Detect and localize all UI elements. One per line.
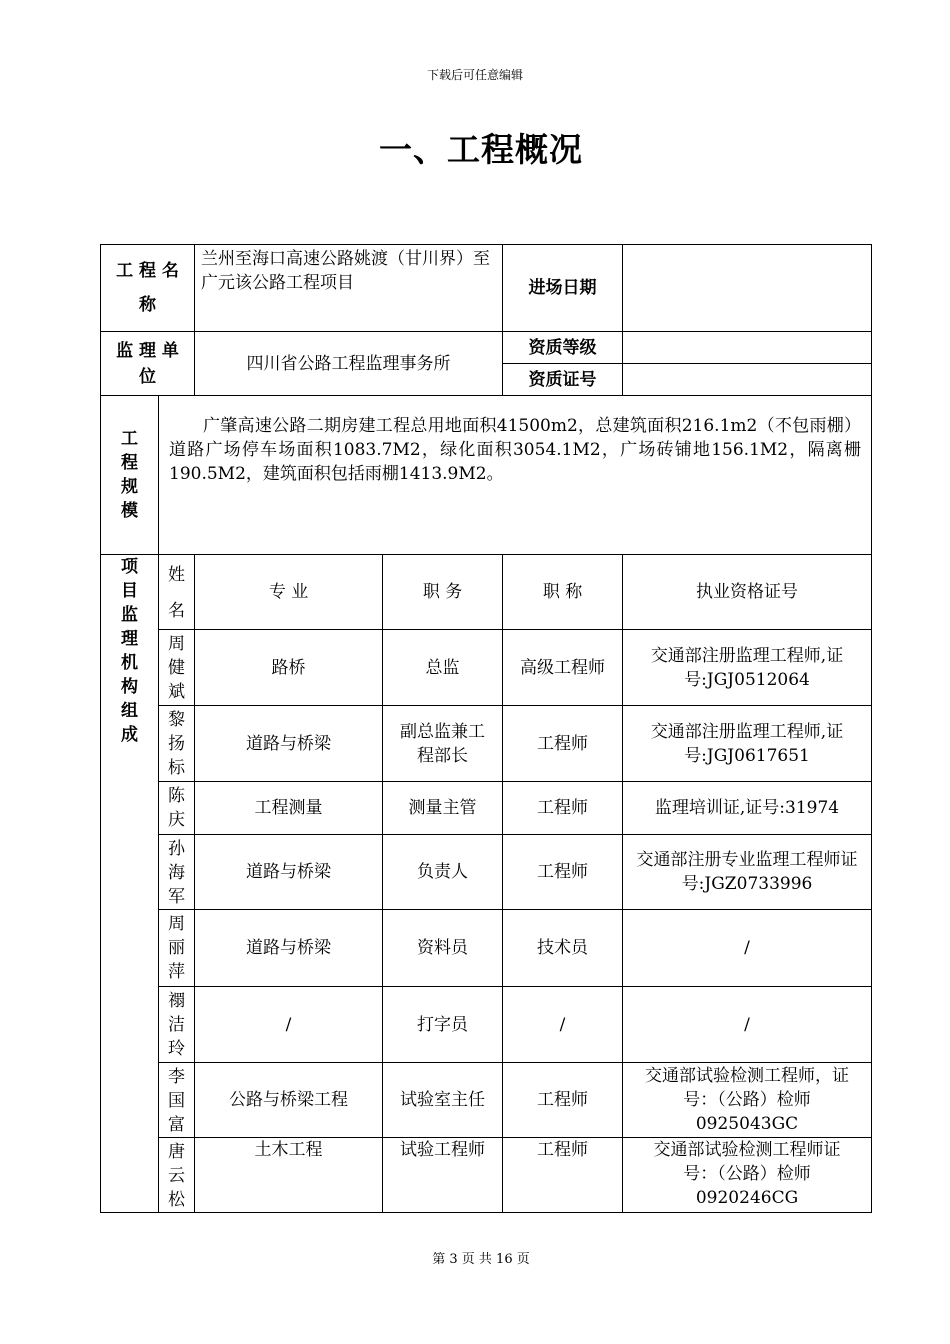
person-post: 试验室主任	[383, 1063, 503, 1138]
person-post: 资料员	[383, 910, 503, 987]
person-title: 工程师	[503, 782, 623, 835]
person-post: 负责人	[383, 835, 503, 910]
person-major: 工程测量	[195, 782, 383, 835]
person-cert: 监理培训证,证号:31974	[623, 782, 872, 835]
person-major: 土木工程	[195, 1138, 383, 1213]
table-row	[101, 835, 872, 910]
entry-date-label: 进场日期	[503, 245, 623, 332]
table-row	[101, 910, 872, 987]
table-row	[101, 987, 872, 1063]
person-post: 试验工程师	[383, 1138, 503, 1213]
org-label: 项目监理机构组成	[101, 555, 159, 1213]
person-post: 测量主管	[383, 782, 503, 835]
person-name: 陈庆	[159, 782, 195, 835]
person-name: 李国富	[159, 1063, 195, 1138]
scale-label: 工程规模	[101, 396, 159, 555]
person-cert: 交通部试验检测工程师证号：（公路）检师0920246CG	[623, 1138, 872, 1213]
person-post: 打字员	[383, 987, 503, 1063]
person-post: 总监	[383, 630, 503, 706]
person-major: /	[195, 987, 383, 1063]
qualification-cert-value	[623, 364, 872, 396]
entry-date-value	[623, 245, 872, 332]
table-row	[101, 782, 872, 835]
person-cert: /	[623, 910, 872, 987]
header-cert: 执业资格证号	[623, 555, 872, 630]
person-name: 周健斌	[159, 630, 195, 706]
person-name: 唐云松	[159, 1138, 195, 1213]
person-cert: 交通部注册监理工程师,证号:JGJ0617651	[623, 706, 872, 782]
person-title: 工程师	[503, 1138, 623, 1213]
person-post: 副总监兼工程部长	[383, 706, 503, 782]
person-title: 高级工程师	[503, 630, 623, 706]
person-cert: /	[623, 987, 872, 1063]
person-cert: 交通部试验检测工程师，证号：（公路）检师0925043GC	[623, 1063, 872, 1138]
supervisor-unit-value: 四川省公路工程监理事务所	[195, 332, 503, 396]
qualification-cert-label: 资质证号	[503, 364, 623, 396]
table-row	[101, 630, 872, 706]
qualification-grade-value	[623, 332, 872, 364]
person-title: 工程师	[503, 835, 623, 910]
page-footer: 第 3 页 共 16 页	[432, 1252, 530, 1267]
person-major: 道路与桥梁	[195, 835, 383, 910]
person-title: 工程师	[503, 706, 623, 782]
person-major: 道路与桥梁	[195, 706, 383, 782]
header-post: 职 务	[383, 555, 503, 630]
project-name-label: 工 程 名 称	[101, 245, 195, 332]
scale-text: 广肇高速公路二期房建工程总用地面积41500m2，总建筑面积216.1m2（不包雨棚）道路广场停车场面积1083.7M2，绿化面积3054.1M2，广场砖铺地156.1M2，隔离栅190.5M2，建筑面积包括雨棚1413.9M2。	[159, 396, 872, 555]
person-name: 周丽萍	[159, 910, 195, 987]
person-name: 禤洁玲	[159, 987, 195, 1063]
project-overview-table	[100, 244, 872, 1213]
person-major: 公路与桥梁工程	[195, 1063, 383, 1138]
header-title: 职 称	[503, 555, 623, 630]
person-name: 黎扬标	[159, 706, 195, 782]
project-name-value: 兰州至海口高速公路姚渡（甘川界）至广元该公路工程项目	[195, 245, 503, 332]
person-title: 技术员	[503, 910, 623, 987]
person-title: /	[503, 987, 623, 1063]
table-row	[101, 1138, 872, 1213]
supervisor-unit-label: 监 理 单 位	[101, 332, 195, 396]
person-cert: 交通部注册监理工程师,证号:JGJ0512064	[623, 630, 872, 706]
header-major: 专 业	[195, 555, 383, 630]
person-major: 道路与桥梁	[195, 910, 383, 987]
page-title: 一、工程概况	[379, 130, 583, 169]
qualification-grade-label: 资质等级	[503, 332, 623, 364]
person-name: 孙海军	[159, 835, 195, 910]
person-major: 路桥	[195, 630, 383, 706]
table-row	[101, 706, 872, 782]
header-name: 姓名	[159, 555, 195, 630]
person-title: 工程师	[503, 1063, 623, 1138]
table-row	[101, 1063, 872, 1138]
person-cert: 交通部注册专业监理工程师证号:JGZ0733996	[623, 835, 872, 910]
header-note: 下载后可任意编辑	[426, 68, 523, 82]
